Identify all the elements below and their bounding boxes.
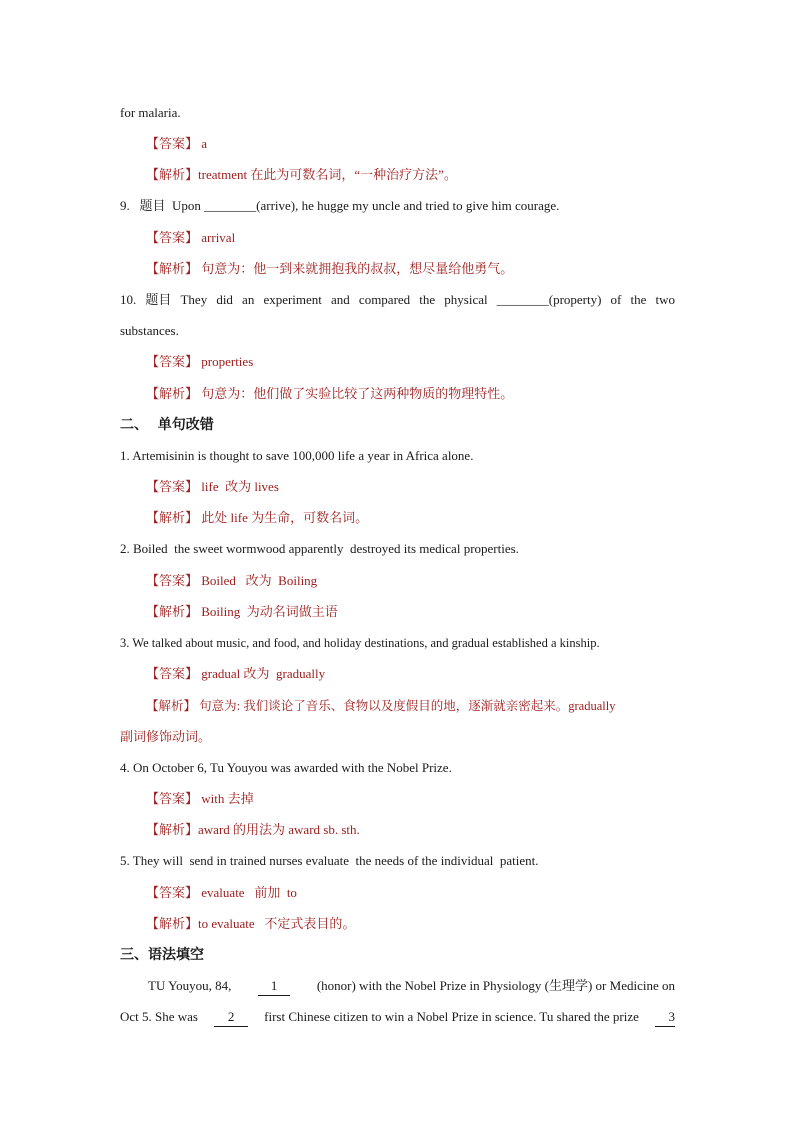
- analysis-tag: 【解析】: [146, 699, 197, 713]
- answer-value: gradual 改为 gradually: [201, 666, 326, 681]
- word: and: [331, 292, 350, 307]
- analysis-line: [146, 260, 675, 278]
- answer-line: [146, 790, 675, 808]
- passage-text: TU Youyou, 84,: [148, 978, 232, 993]
- answer-value: evaluate 前加 to: [201, 885, 297, 900]
- answer-tag: 【答案】: [146, 136, 199, 151]
- answer-value: arrival: [201, 230, 236, 245]
- answer-tag: 【答案】: [146, 791, 199, 806]
- word: They: [180, 292, 208, 307]
- analysis-tag: 【解析】: [146, 604, 199, 619]
- analysis-tag: 【解析】: [146, 167, 199, 182]
- answer-tag: 【答案】: [146, 230, 199, 245]
- error-item-1: 1. Artemisinin is thought to save 100,000 life a year in Africa alone.: [120, 448, 474, 463]
- analysis-line: [146, 697, 675, 715]
- word: ________(property): [496, 292, 602, 307]
- analysis-value: to evaluate 不定式表目的。: [198, 916, 356, 931]
- analysis-line: [146, 166, 675, 184]
- blank-2: 2: [214, 1008, 248, 1027]
- answer-tag: 【答案】: [146, 479, 199, 494]
- answer-tag: 【答案】: [146, 354, 199, 369]
- answer-value: properties: [201, 354, 254, 369]
- answer-line: [146, 665, 675, 683]
- analysis-value: 句意为：他们做了实验比较了这两种物质的物理特性。: [201, 386, 514, 401]
- error-item-2: 2. Boiled the sweet wormwood apparently destroyed its medical properties.: [120, 541, 519, 556]
- answer-line: [146, 135, 675, 153]
- analysis-tag: 【解析】: [146, 916, 199, 931]
- analysis-value: 句意为: 我们谈论了音乐、食物以及度假目的地，逐渐就亲密起来。gradually: [199, 699, 616, 713]
- answer-line: [146, 229, 675, 247]
- blank-3: 3: [655, 1008, 675, 1027]
- answer-line: [146, 478, 675, 496]
- analysis-tag: 【解析】: [146, 261, 199, 276]
- analysis-value: award 的用法为 award sb. sth.: [198, 822, 360, 837]
- word: 10.: [120, 292, 137, 307]
- word: physical: [444, 292, 488, 307]
- passage-line-2: [120, 1008, 675, 1027]
- passage-text: (honor) with the Nobel Prize in Physiology (生理学) or Medicine on: [316, 978, 675, 993]
- error-item-5: 5. They will send in trained nurses evaluate the needs of the individual patient.: [120, 853, 539, 868]
- word: of: [610, 292, 622, 307]
- analysis-line: [146, 821, 675, 839]
- text-line: for malaria.: [120, 105, 181, 120]
- text-line: substances.: [120, 323, 179, 338]
- answer-tag: 【答案】: [146, 573, 199, 588]
- error-item-3: 3. We talked about music, and food, and holiday destinations, and gradual established a kinship.: [120, 636, 600, 650]
- analysis-tag: 【解析】: [146, 822, 199, 837]
- word: did: [216, 292, 233, 307]
- analysis-value: 句意为：他一到来就拥抱我的叔叔，想尽量给他勇气。: [201, 261, 514, 276]
- section-heading-3: 三、语法填空: [120, 947, 204, 963]
- answer-tag: 【答案】: [146, 885, 199, 900]
- word: two: [655, 292, 675, 307]
- analysis-value: treatment 在此为可数名词，“一种治疗方法”。: [198, 167, 457, 182]
- passage-text: first Chinese citizen to win a Nobel Prize in science. Tu shared the prize: [264, 1009, 639, 1024]
- word: the: [419, 292, 436, 307]
- analysis-continuation: 副词修饰动词。: [120, 729, 212, 744]
- section-heading-2: 二、 单句改错: [120, 417, 214, 433]
- analysis-tag: 【解析】: [146, 386, 199, 401]
- word: compared: [358, 292, 411, 307]
- passage-line-1: [148, 977, 675, 996]
- analysis-line: [146, 385, 675, 403]
- answer-value: Boiled 改为 Boiling: [201, 573, 318, 588]
- word: 题目: [145, 292, 172, 307]
- word: an: [242, 292, 255, 307]
- answer-line: [146, 353, 675, 371]
- analysis-tag: 【解析】: [146, 510, 199, 525]
- word: the: [630, 292, 647, 307]
- passage-text: Oct 5. She was: [120, 1009, 198, 1024]
- answer-tag: 【答案】: [146, 666, 199, 681]
- analysis-line: [146, 603, 675, 621]
- answer-line: [146, 884, 675, 902]
- error-item-4: 4. On October 6, Tu Youyou was awarded with the Nobel Prize.: [120, 760, 452, 775]
- answer-line: [146, 572, 675, 590]
- analysis-value: Boiling 为动名词做主语: [201, 604, 338, 619]
- analysis-line: [146, 915, 675, 933]
- blank-1: 1: [258, 977, 290, 996]
- analysis-line: [146, 509, 675, 527]
- answer-value: with 去掉: [201, 791, 254, 806]
- question-10: [120, 291, 675, 309]
- word: experiment: [263, 292, 322, 307]
- answer-value: a: [201, 136, 208, 151]
- question-9: 9. 题目 Upon ________(arrive), he hugge my uncle and tried to give him courage.: [120, 198, 560, 213]
- analysis-value: 此处 life 为生命，可数名词。: [201, 510, 369, 525]
- answer-value: life 改为 lives: [201, 479, 279, 494]
